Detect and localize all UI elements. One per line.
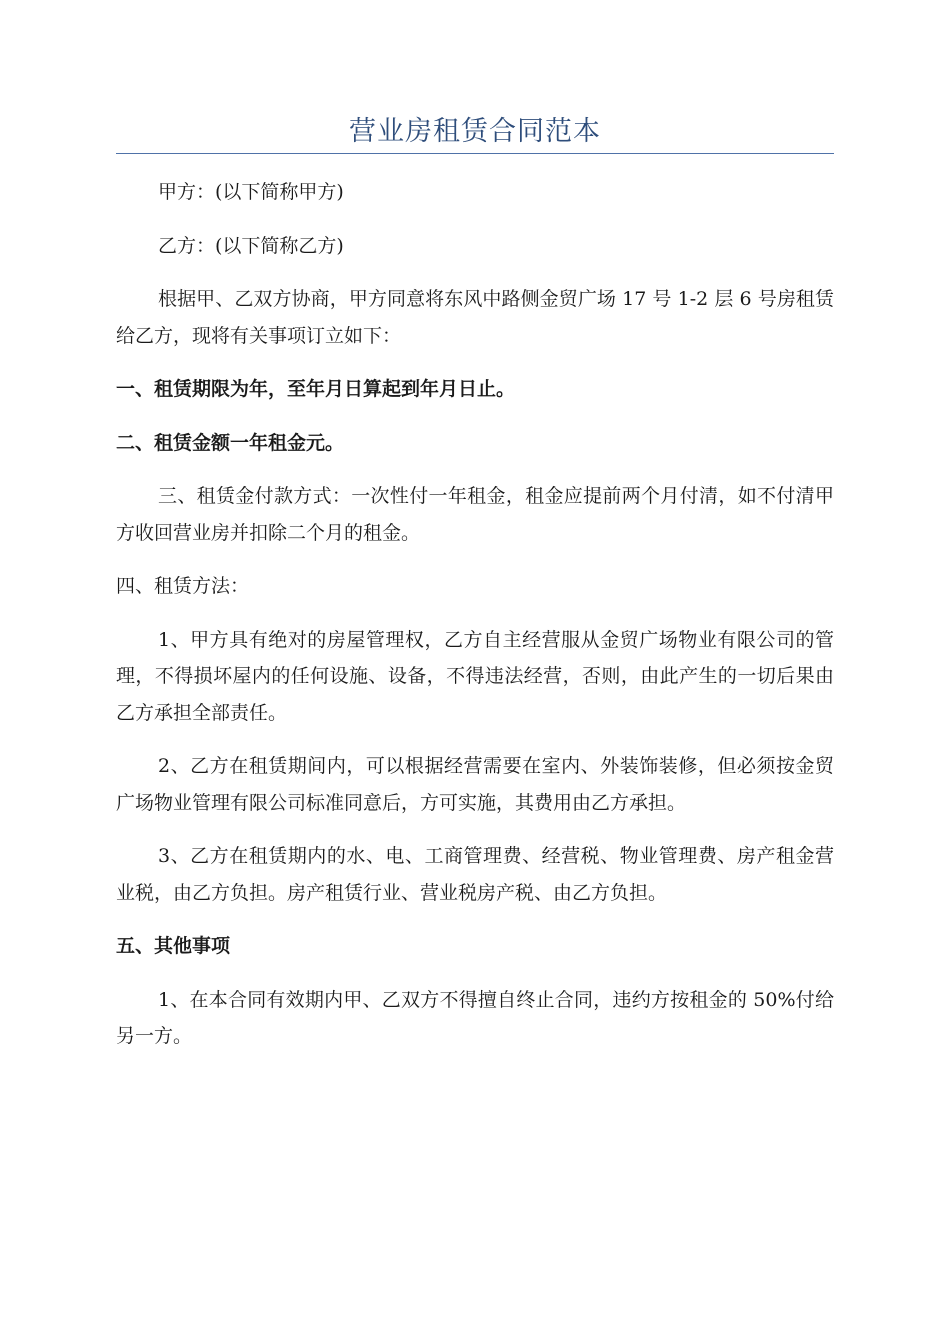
title-divider <box>116 153 834 154</box>
clause-3-payment: 三、租赁金付款方式：一次性付一年租金，租金应提前两个月付清，如不付清甲方收回营业房并扣除二个月的租金。 <box>116 485 834 544</box>
document-body <box>116 174 834 1055</box>
document-title: 营业房租赁合同范本 <box>349 116 601 147</box>
clause-4-item-2: 2、乙方在租赁期间内，可以根据经营需要在室内、外装饰装修，但必须按金贸广场物业管理有限公司标准同意后，方可实施，其费用由乙方承担。 <box>116 755 834 814</box>
clause-4-heading: 四、租赁方法： <box>116 575 250 597</box>
clause-5-heading: 五、其他事项 <box>116 935 231 957</box>
clause-4-item-3: 3、乙方在租赁期内的水、电、工商管理费、经营税、物业管理费、房产租金营业税，由乙方负担。房产租赁行业、营业税房产税、由乙方负担。 <box>116 845 834 904</box>
party-b-line: 乙方：(以下简称乙方) <box>158 234 344 257</box>
clause-4-item-1: 1、甲方具有绝对的房屋管理权，乙方自主经营服从金贸广场物业有限公司的管理，不得损坏屋内的任何设施、设备，不得违法经营，否则，由此产生的一切后果由乙方承担全部责任。 <box>116 628 834 724</box>
clause-1-term: 一、租赁期限为年，至年月日算起到年月日止。 <box>116 378 516 400</box>
party-a-line: 甲方：(以下简称甲方) <box>158 181 344 203</box>
clause-5-item-1: 1、在本合同有效期内甲、乙双方不得擅自终止合同，违约方按租金的 50%付给另一方。 <box>116 988 834 1047</box>
clause-2-amount: 二、租赁金额一年租金元。 <box>116 431 345 454</box>
preamble-paragraph: 根据甲、乙双方协商，甲方同意将东风中路侧金贸广场 17 号 1-2 层 6 号房租赁给乙方，现将有关事项订立如下： <box>116 288 834 347</box>
